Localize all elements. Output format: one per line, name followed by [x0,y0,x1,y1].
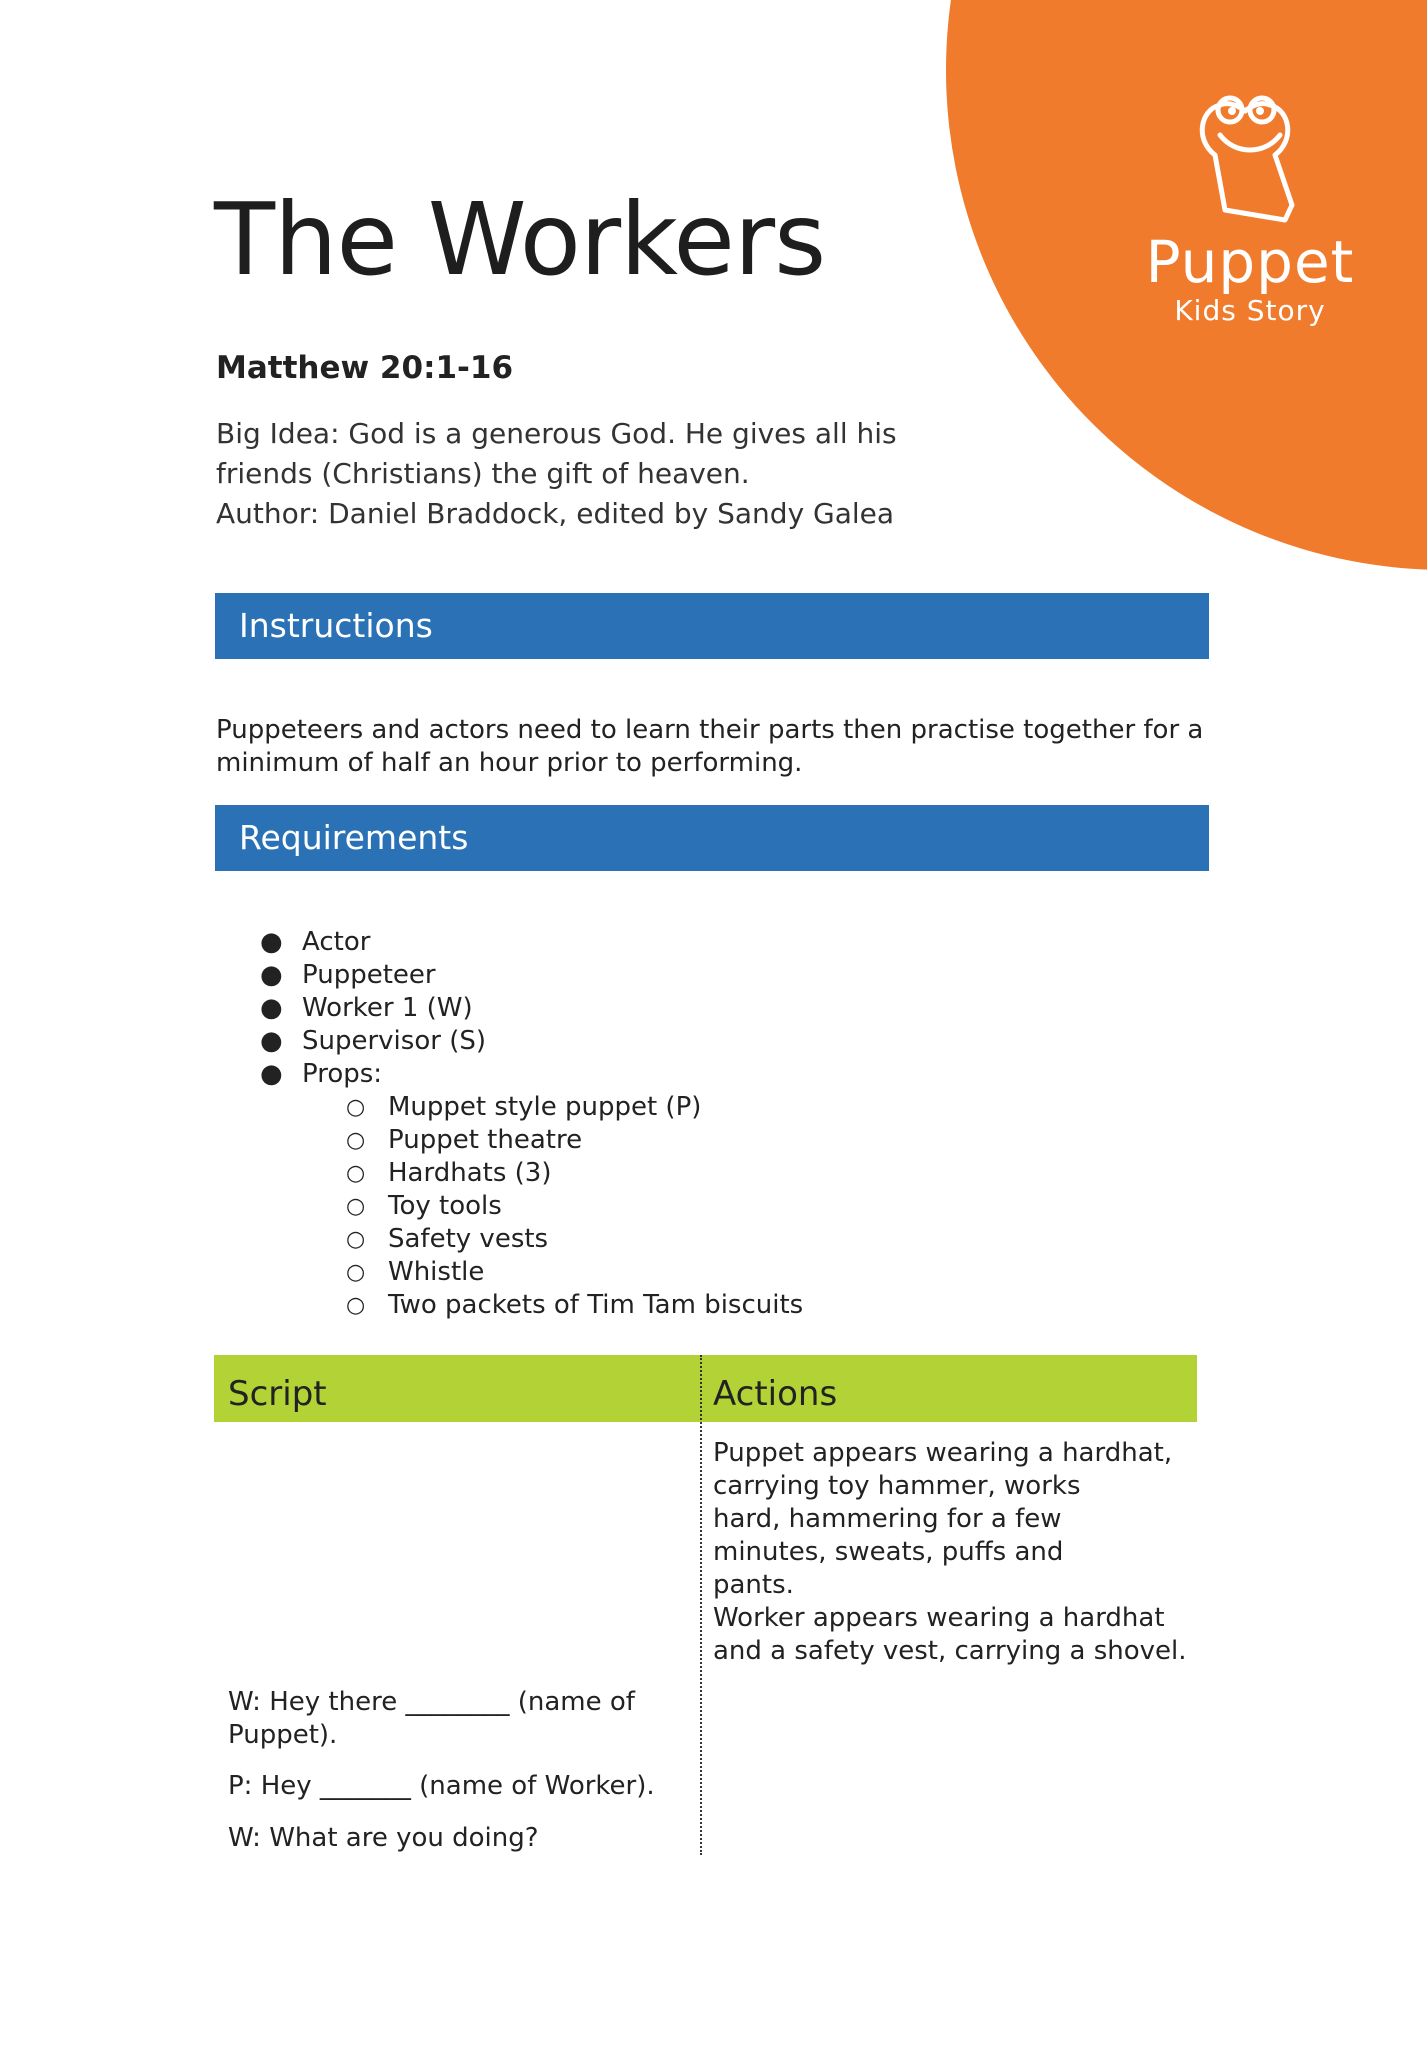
list-item: ● Actor [260,927,371,957]
instructions-heading: Instructions [215,593,1209,659]
prop-item: ○ Muppet style puppet (P) [346,1092,702,1122]
actions-column-header: Actions [713,1374,838,1414]
action-line: and a safety vest, carrying a shovel. [713,1636,1187,1666]
bullet-icon: ● [260,927,283,957]
bullet-icon: ● [260,1059,283,1089]
list-item: ● Worker 1 (W) [260,993,473,1023]
action-line: minutes, sweats, puffs and [713,1537,1064,1567]
bullet-icon: ● [260,960,283,990]
prop-item: ○ Toy tools [346,1191,502,1221]
script-line-puppet: P: Hey _______ (name of Worker). [228,1771,655,1801]
hollow-bullet-icon: ○ [346,1260,366,1285]
big-idea-line-1: Big Idea: God is a generous God. He gives all his [216,417,897,450]
actions-cell [713,1437,1187,1668]
script-line-worker-2: W: What are you doing? [228,1823,539,1853]
hollow-bullet-icon: ○ [346,1128,366,1153]
brand-logo [1130,85,1370,327]
instructions-text: Puppeteers and actors need to learn their parts then practise together for a minimum of half an hour prior to performing. [216,715,1204,778]
column-divider [700,1355,702,1855]
hollow-bullet-icon: ○ [346,1095,366,1120]
big-idea-line-2: friends (Christians) the gift of heaven. [216,457,750,490]
intro-block [216,414,897,534]
script-column-header: Script [228,1374,327,1414]
sock-puppet-icon [1180,85,1320,225]
prop-item: ○ Whistle [346,1257,485,1287]
bullet-icon: ● [260,1026,283,1056]
list-item: ● Props: [260,1059,383,1089]
hollow-bullet-icon: ○ [346,1227,366,1252]
hollow-bullet-icon: ○ [346,1194,366,1219]
requirements-list [216,926,803,1322]
list-item: ● Puppeteer [260,960,436,990]
author-line: Author: Daniel Braddock, edited by Sandy Galea [216,497,895,530]
props-list [216,1091,803,1322]
prop-item: ○ Puppet theatre [346,1125,583,1155]
prop-item: ○ Two packets of Tim Tam biscuits [346,1290,804,1320]
action-line: Worker appears wearing a hardhat [713,1603,1165,1633]
page-title: The Workers [214,181,826,298]
action-line: Puppet appears wearing a hardhat, [713,1438,1173,1468]
script-line-worker-1b: Puppet). [228,1720,338,1750]
brand-subtitle: Kids Story [1174,294,1326,327]
list-item: ● Supervisor (S) [260,1026,486,1056]
prop-item: ○ Hardhats (3) [346,1158,552,1188]
hollow-bullet-icon: ○ [346,1293,366,1318]
prop-item: ○ Safety vests [346,1224,549,1254]
brand-name: Puppet [1145,228,1355,296]
scripture-reference: Matthew 20:1-16 [216,350,514,386]
hollow-bullet-icon: ○ [346,1161,366,1186]
requirements-heading: Requirements [215,805,1209,871]
action-line: carrying toy hammer, works [713,1471,1081,1501]
script-table-header [214,1355,1197,1422]
action-line: hard, hammering for a few [713,1504,1062,1534]
action-line: pants. [713,1570,794,1600]
script-line-worker-1a: W: Hey there ________ (name of [228,1687,635,1717]
bullet-icon: ● [260,993,283,1023]
